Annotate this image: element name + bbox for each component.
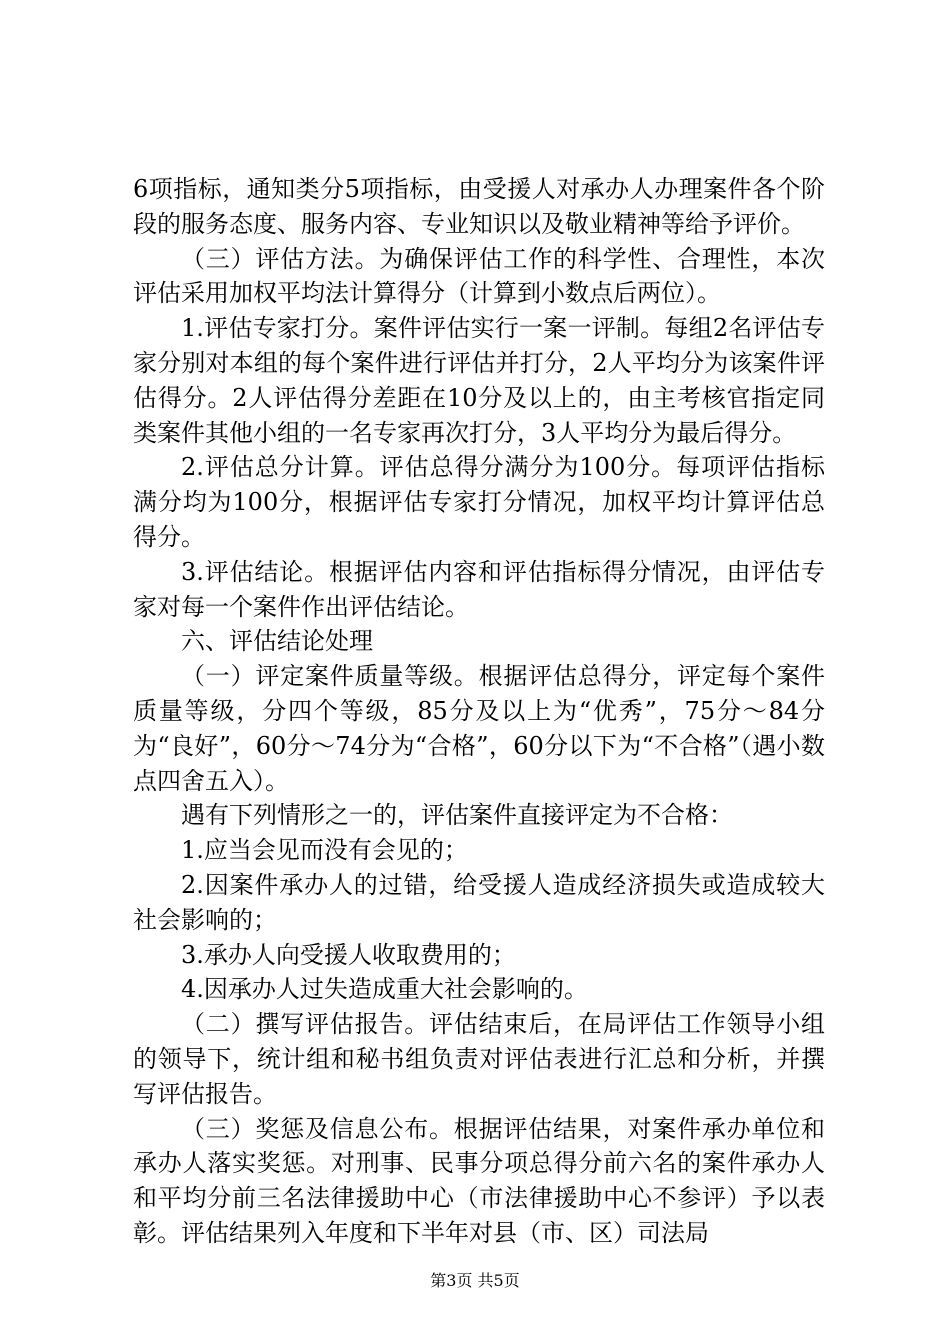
- paragraph: （二）撰写评估报告。评估结束后，在局评估工作领导小组的领导下，统计组和秘书组负责对评估表进行汇总和分析，并撰写评估报告。: [133, 1010, 825, 1108]
- paragraph: 3.评估结论。根据评估内容和评估指标得分情况，由评估专家对每一个案件作出评估结论。: [133, 557, 825, 621]
- paragraph: 1.评估专家打分。案件评估实行一案一评制。每组2名评估专家分别对本组的每个案件进行评估并打分，2人平均分为该案件评估得分。2人评估得分差距在10分及以上的，由主考核官指定同类案件其他小组的一名专家再次打分，3人平均分为最后得分。: [133, 314, 825, 447]
- paragraph: （一）评定案件质量等级。根据评估总得分，评定每个案件质量等级，分四个等级，85分及以上为“优秀”，75分～84分为“良好”，60分～74分为“合格”，60分以下为“不合格”（遇小数点四舍五入）。: [133, 662, 825, 795]
- document-body: [133, 172, 825, 1251]
- paragraph: （三）评估方法。为确保评估工作的科学性、合理性，本次评估采用加权平均法计算得分（计算到小数点后两位）。: [133, 244, 825, 308]
- list-item: 2.因案件承办人的过错，给受援人造成经济损失或造成较大社会影响的；: [133, 870, 825, 934]
- list-item: 3.承办人向受援人收取费用的；: [181, 940, 516, 969]
- page-number-footer: 第3页 共5页: [430, 1271, 520, 1290]
- paragraph: 遇有下列情形之一的，评估案件直接评定为不合格：: [181, 801, 733, 830]
- section-heading: 六、评估结论处理: [181, 627, 373, 656]
- paragraph: （三）奖惩及信息公布。根据评估结果，对案件承办单位和承办人落实奖惩。对刑事、民事分项总得分前六名的案件承办人和平均分前三名法律援助中心（市法律援助中心不参评）予以表彰。评估结果列入年度和下半年对县（市、区）司法局: [133, 1114, 825, 1247]
- list-item: 4.因承办人过失造成重大社会影响的。: [181, 975, 588, 1004]
- paragraph: 6项指标，通知类分5项指标，由受援人对承办人办理案件各个阶段的服务态度、服务内容、专业知识以及敬业精神等给予评价。: [133, 175, 825, 238]
- paragraph: 2.评估总分计算。评估总得分满分为100分。每项评估指标满分均为100分，根据评估专家打分情况，加权平均计算评估总得分。: [133, 453, 825, 551]
- list-item: 1.应当会见而没有会见的；: [181, 836, 468, 865]
